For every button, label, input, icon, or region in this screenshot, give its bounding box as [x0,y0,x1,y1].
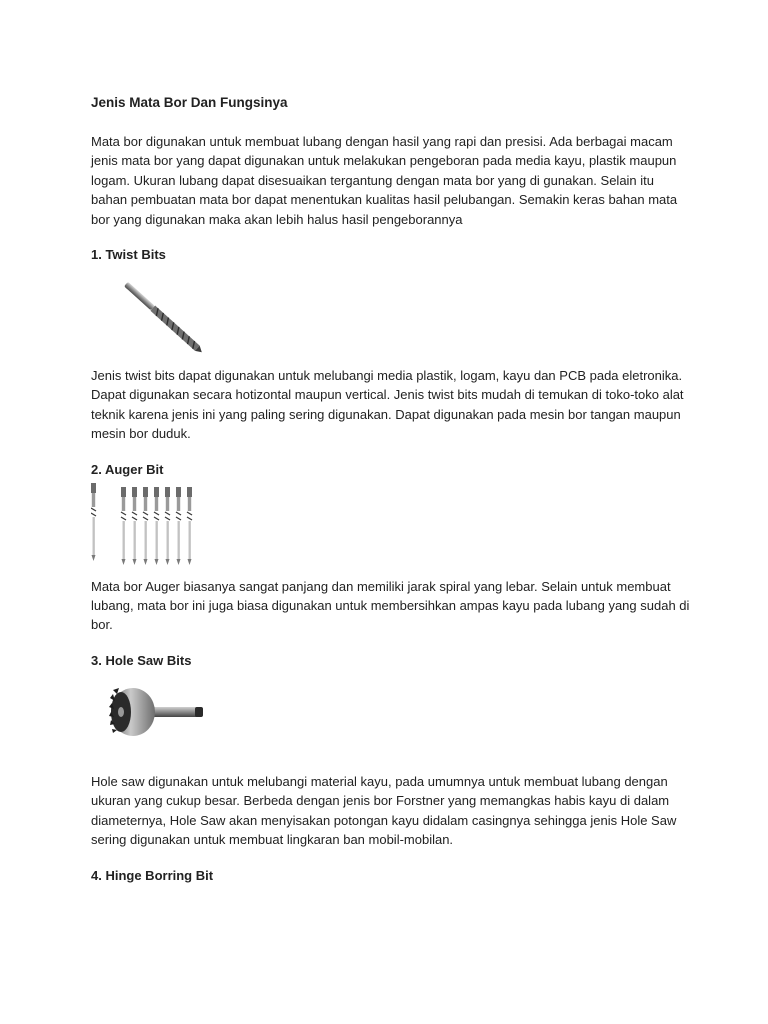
hole-saw-paragraph: Hole saw digunakan untuk melubangi material kayu, pada umumnya untuk membuat lubang dengan ukuran yang cukup besar. Berbeda dengan jenis bor Forstner yang memangkas habis kayu di dalam diameternya, Hole Saw akan menyisakan potongan kayu didalam casingnya sehingga jenis Hole Saw sering digunakan untuk membuat lingkaran ban mobil-mobilan. [91,773,677,848]
intro-paragraph: Mata bor digunakan untuk membuat lubang dengan hasil yang rapi dan presisi. Ada berbagai macam jenis mata bor yang dapat digunakan untuk melakukan pengeboran pada media kayu, plastik maupun logam. Ukuran lubang dapat disesuaikan tergantung dengan mata bor yang di gunakan. Selain itu bahan pembuatan mata bor dapat menentukan kualitas hasil pelubangan. Semakin keras bahan mata bor yang digunakan maka akan lebih halus hasil pengeborannya [91,134,678,227]
document-content [91,94,691,885]
auger-bit-paragraph: Mata bor Auger biasanya sangat panjang dan memiliki jarak spiral yang lebar. Selain untuk membuat lubang, mata bor ini juga biasa digunakan untuk membersihkan ampas kayu pada lubang yang sudah di bor. [91,578,690,633]
section-heading-auger-bit: 2. Auger Bit [91,461,164,477]
document-title: Jenis Mata Bor Dan Fungsinya [91,95,288,110]
auger-bit-set-image [91,483,221,571]
section-heading-hinge-borring-bit: 4. Hinge Borring Bit [91,867,214,883]
hole-saw-image [91,674,221,766]
section-heading-twist-bits: 1. Twist Bits [91,247,166,263]
section-heading-hole-saw-bits: 3. Hole Saw Bits [91,652,192,668]
twist-bits-paragraph: Jenis twist bits dapat digunakan untuk melubangi media plastik, logam, kayu dan PCB pada eletronika. Dapat digunakan secara hotizontal maupun vertical. Jenis twist bits mudah di temukan di toko-toko alat teknik karena jenis ini yang paling sering digunakan. Dapat digunakan pada mesin bor tangan maupun mesin bor duduk. [91,368,684,442]
twist-drill-bit-image [91,268,221,360]
